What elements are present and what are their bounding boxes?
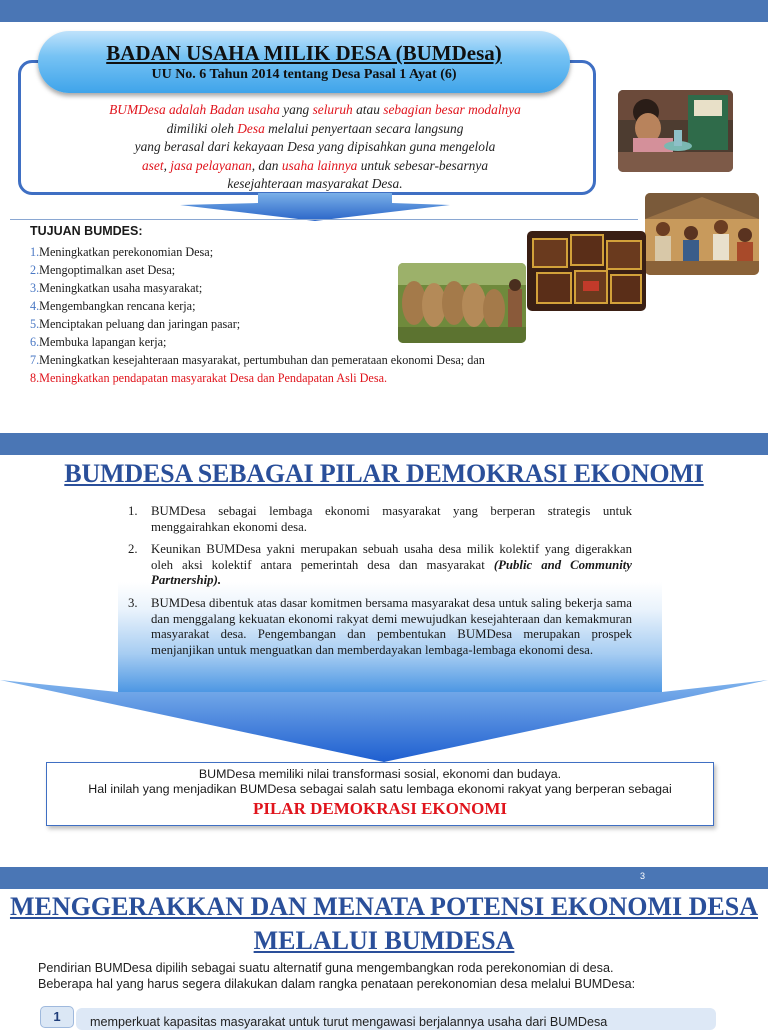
step-text: memperkuat kapasitas masyarakat untuk turut mengawasi berjalannya usaha dari BUMDesa — [90, 1015, 608, 1029]
list-text: Meningkatkan kesejahteraan masyarakat, pertumbuhan dan pemerataan ekonomi Desa; dan — [39, 353, 485, 367]
slide3-intro — [38, 960, 738, 992]
down-arrow-shape — [180, 193, 450, 221]
slide3-title-line-1: MENGGERAKKAN DAN MENATA POTENSI EKONOMI DESA — [9, 892, 759, 921]
list-text: BUMDesa dibentuk atas dasar komitmen bersama masyarakat desa untuk saling bekerja sama dan menggalang kekuatan ekonomi rakyat demi mewujudkan kesejahteraan dan kemakmuran masyarakat desa. Pengembangan dan pembentukan BUMDesa merupakan prospek menjanjikan untuk menguatkan dan memberdayakan lembaga-lembaga ekonomi desa. — [151, 595, 632, 657]
slide1-title: BADAN USAHA MILIK DESA (BUMDesa) — [106, 41, 502, 65]
list-item — [30, 369, 590, 387]
def-text: untuk sebesar-besarnya — [357, 157, 489, 173]
list-number: 3. — [128, 595, 138, 610]
def-term-badan-usaha: BUMDesa adalah Badan usaha — [109, 102, 280, 117]
list-number: 2. — [30, 263, 40, 277]
list-number: 5. — [30, 317, 40, 331]
title-banner — [38, 31, 570, 93]
list-text: BUMDesa sebagai lembaga ekonomi masyarakat yang berperan strategis untuk menggairahkan ekonomi desa. — [151, 504, 632, 534]
photo-child-crafting — [618, 90, 733, 172]
def-term-usaha-lainnya: usaha lainnya — [281, 157, 358, 173]
list-text: Meningkatkan pendapatan masyarakat Desa dan Pendapatan Asli Desa. — [39, 371, 388, 385]
slide1-top-bar — [0, 0, 768, 22]
def-text: atau — [352, 102, 384, 117]
list-item — [128, 504, 632, 535]
list-number: 1. — [30, 245, 40, 259]
callout-emphasis: PILAR DEMOKRASI EKONOMI — [252, 799, 508, 818]
list-number: 6. — [30, 335, 40, 349]
callout-box — [46, 762, 714, 826]
list-text: Menciptakan peluang dan jaringan pasar; — [39, 317, 241, 331]
list-number: 2. — [128, 542, 138, 557]
list-item — [128, 542, 632, 589]
def-text: yang — [279, 102, 313, 117]
list-number: 1. — [128, 504, 138, 518]
def-line-3: yang berasal dari kekayaan Desa yang dipisahkan guna mengelola — [134, 139, 496, 154]
def-term-modal: sebagian besar modalnya — [383, 102, 521, 117]
divider-line — [10, 219, 638, 220]
step-number-badge: 1 — [40, 1006, 74, 1028]
page-number: 3 — [640, 871, 646, 881]
def-term-desa: Desa — [237, 120, 265, 136]
list-text: Mengoptimalkan aset Desa; — [39, 263, 176, 277]
list-item — [128, 596, 632, 658]
list-text: Membuka lapangan kerja; — [39, 335, 167, 349]
slide3-title-line-2: MELALUI BUMDESA — [253, 926, 515, 955]
def-text: dimiliki oleh — [166, 120, 238, 136]
list-number: 3. — [30, 281, 40, 295]
list-text: Meningkatkan usaha masyarakat; — [39, 281, 203, 295]
photo-coconut-fiber — [398, 263, 526, 343]
definition-text — [60, 101, 570, 194]
def-text: , — [163, 157, 171, 173]
def-term-aset: aset — [141, 157, 164, 173]
list-text: Keunikan BUMDesa yakni merupakan sebuah usaha desa milik kolektif yang digerakkan oleh aksi kolektif antara pemerintah desa dan masyarakat — [151, 542, 632, 572]
callout-line-1: BUMDesa memiliki nilai transformasi sosial, ekonomi dan budaya. — [198, 767, 562, 781]
slide2-title: BUMDESA SEBAGAI PILAR DEMOKRASI EKONOMI — [64, 459, 704, 488]
pilar-list — [128, 504, 632, 665]
list-text: Mengembangkan rencana kerja; — [39, 299, 196, 313]
slide2-top-bar — [0, 433, 768, 455]
intro-line-1: Pendirian BUMDesa dipilih sebagai suatu alternatif guna mengembangkan roda perekonomian di desa. — [38, 961, 614, 975]
def-text: melalui penyertaan secara langsung — [264, 120, 464, 136]
tujuan-heading: TUJUAN BUMDES: — [30, 224, 143, 238]
slide1-subtitle: UU No. 6 Tahun 2014 tentang Desa Pasal 1 Ayat (6) — [151, 67, 457, 82]
intro-line-2: Beberapa hal yang harus segera dilakukan dalam rangka penataan perekonomian desa melalui BUMDesa: — [38, 977, 636, 991]
def-term-seluruh: seluruh — [312, 102, 353, 117]
def-term-jasa: jasa pelayanan — [170, 157, 252, 173]
photo-market-painting — [645, 193, 759, 275]
list-emphasis: (Public and Community Partnership). — [151, 557, 632, 588]
def-text: , dan — [251, 157, 282, 173]
def-line-5: kesejahteraan masyarakat Desa. — [227, 176, 403, 191]
list-number: 8. — [30, 371, 40, 385]
list-number: 4. — [30, 299, 40, 313]
list-item — [30, 351, 590, 369]
slide3-top-bar — [0, 867, 768, 889]
callout-line-2: Hal inilah yang menjadikan BUMDesa sebagai salah satu lembaga ekonomi rakyat yang berperan sebagai — [88, 782, 672, 796]
photo-packaged-goods — [527, 231, 646, 311]
down-arrow-shape — [0, 680, 768, 762]
slide3-title — [0, 890, 768, 958]
list-item — [30, 243, 590, 261]
list-number: 7. — [30, 353, 40, 367]
list-text: Meningkatkan perekonomian Desa; — [39, 245, 214, 259]
